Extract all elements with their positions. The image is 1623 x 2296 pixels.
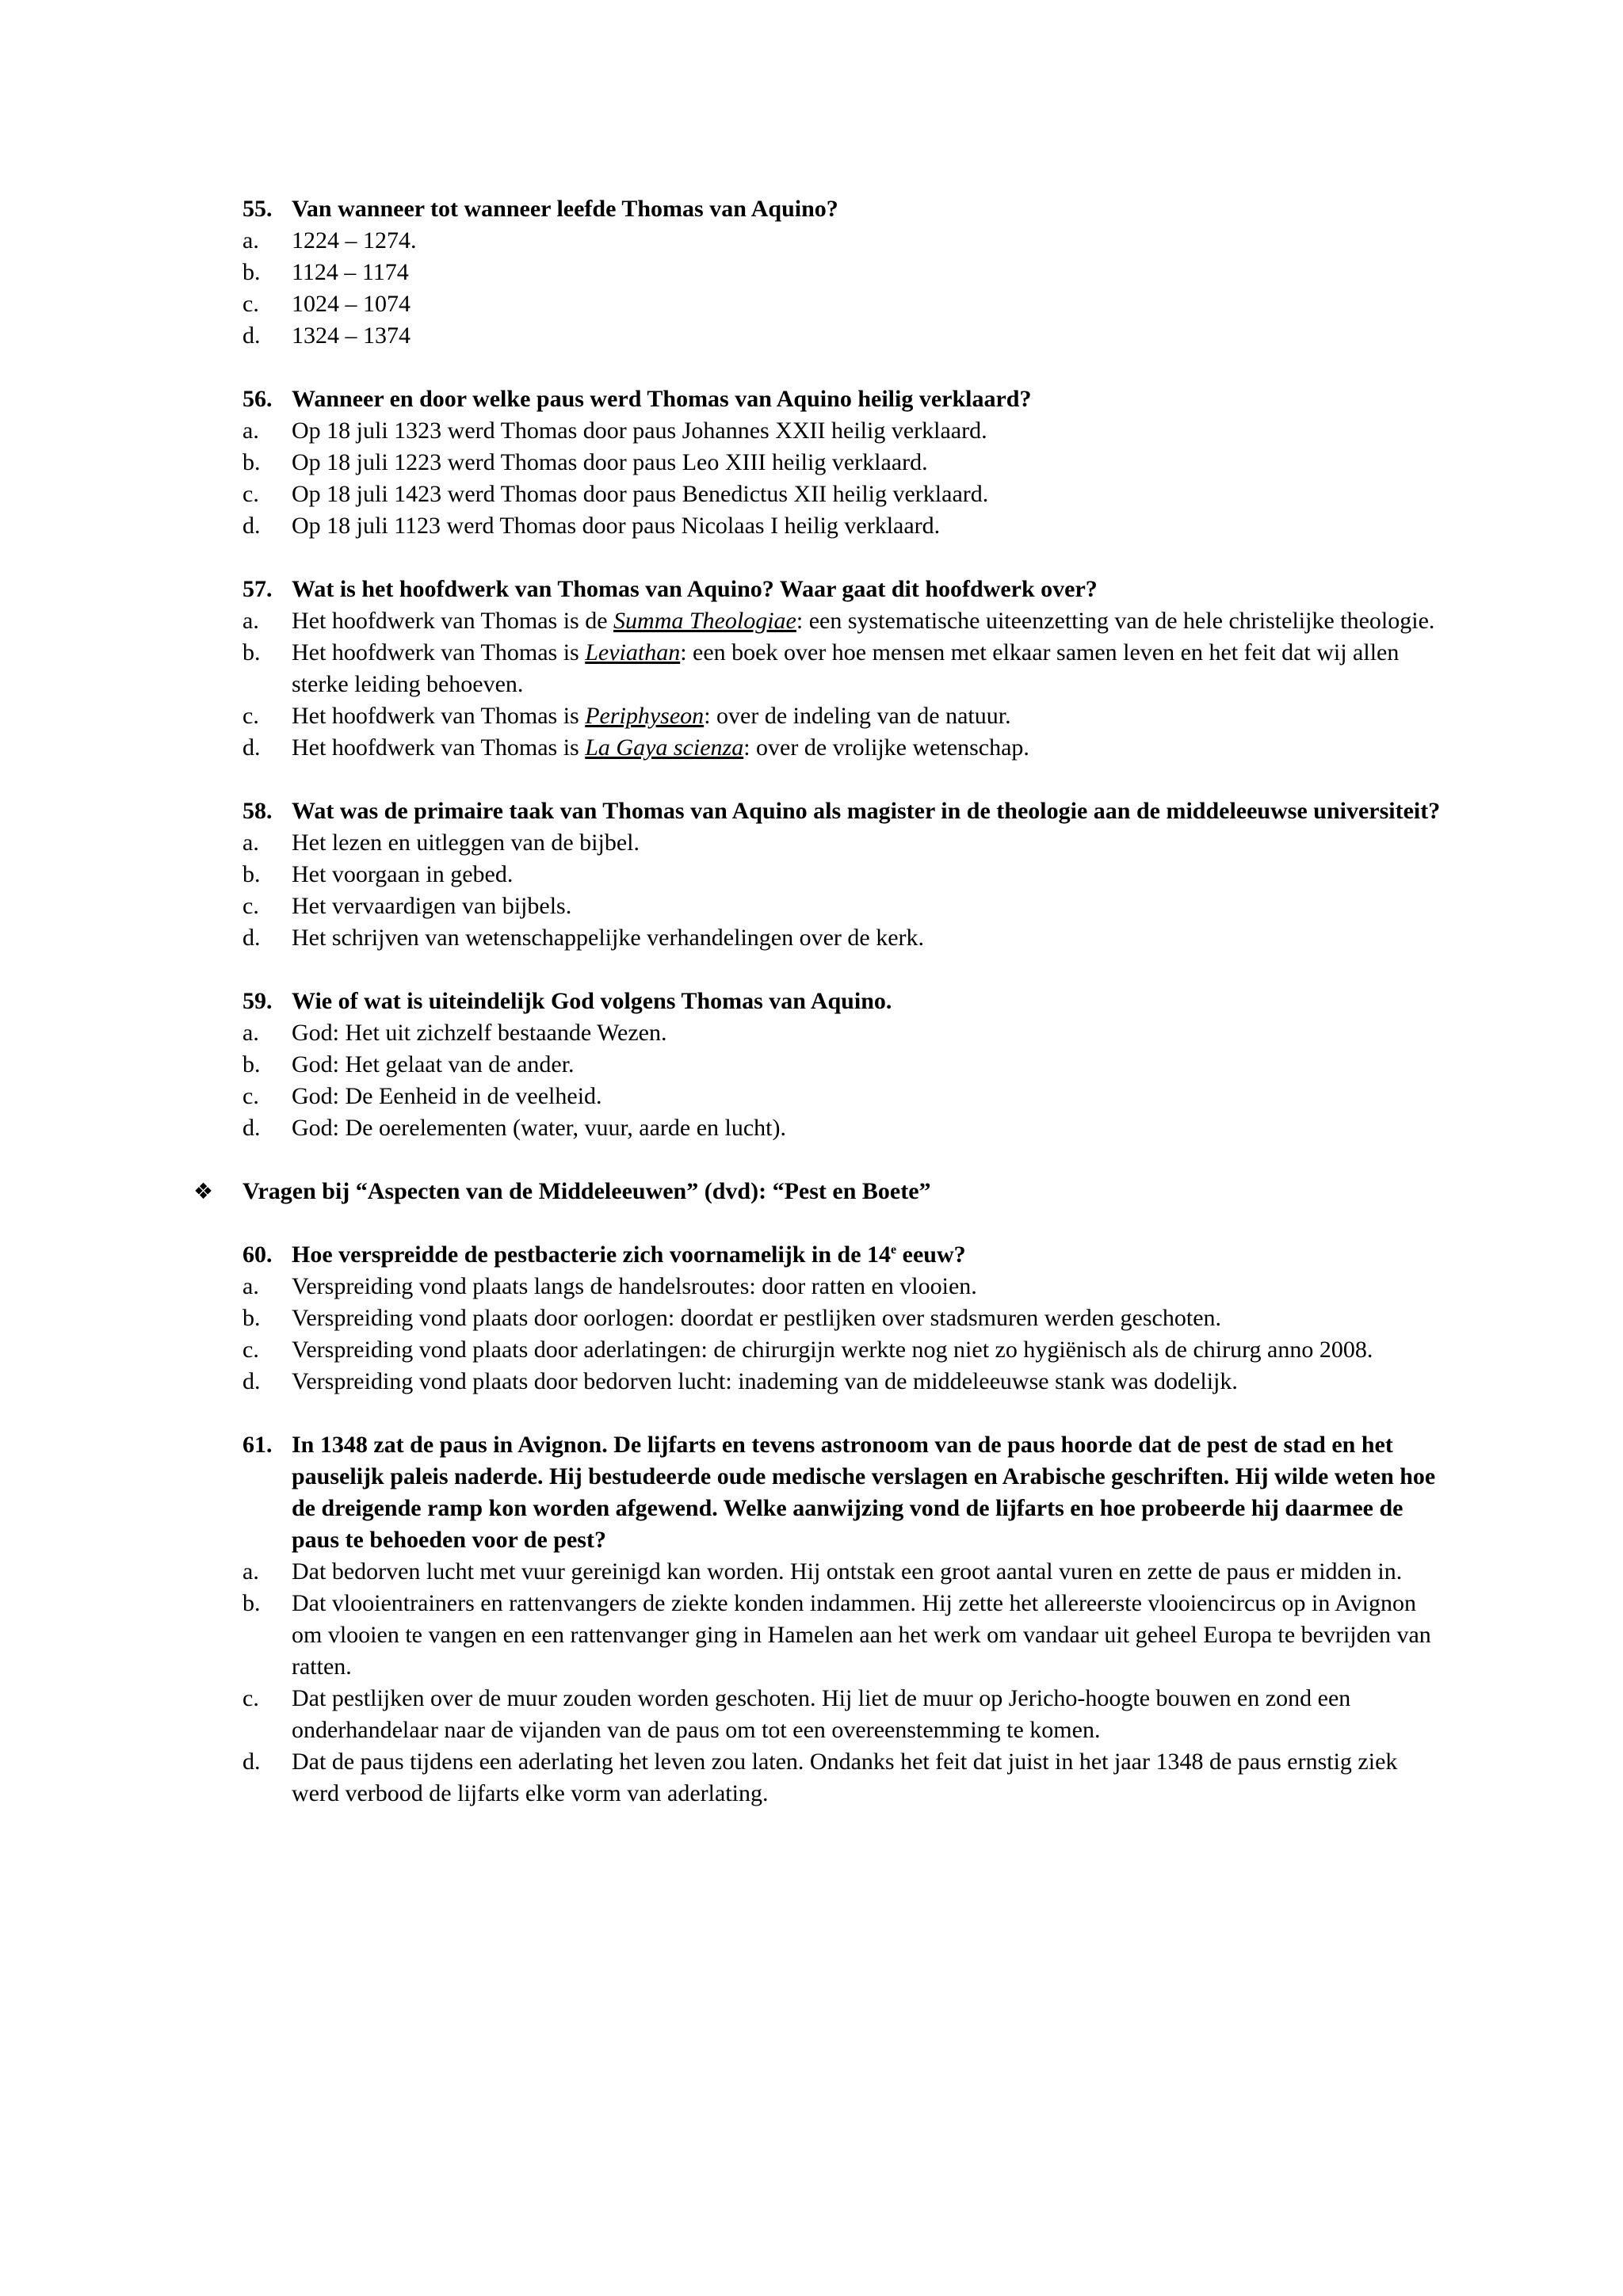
question-text: Van wanneer tot wanneer leefde Thomas van Aquino? bbox=[292, 196, 838, 222]
question-58 bbox=[242, 795, 1447, 954]
option-text: God: Het uit zichzelf bestaande Wezen. bbox=[292, 1020, 667, 1046]
question-number: 60. bbox=[242, 1241, 273, 1268]
question-number: 56. bbox=[242, 386, 273, 412]
option-letter: b. bbox=[242, 259, 261, 285]
option-text: Het hoofdwerk van Thomas is Periphyseon: over de indeling van de natuur. bbox=[292, 703, 1011, 729]
option-letter: d. bbox=[242, 322, 261, 349]
option-text: 1224 – 1274. bbox=[292, 227, 417, 254]
option-letter: d. bbox=[242, 925, 261, 951]
question-number: 61. bbox=[242, 1432, 273, 1458]
question-56 bbox=[242, 383, 1447, 542]
question-text: In 1348 zat de paus in Avignon. De lijfarts en tevens astronoom van de paus hoorde dat de pest de stad en het pauselijk paleis naderde. Hij bestudeerde oude medische verslagen en Arabische geschriften. Hij wilde weten hoe de dreigende ramp kon worden afgewend. Welke aanwijzing vond de lijfarts en hoe probeerde hij daarmee de paus te behoeden voor de pest? bbox=[292, 1432, 1436, 1553]
option-text: 1124 – 1174 bbox=[292, 259, 409, 285]
option-text: God: De Eenheid in de veelheid. bbox=[292, 1083, 602, 1109]
question-59 bbox=[242, 986, 1447, 1144]
option-text: God: De oerelementen (water, vuur, aarde en lucht). bbox=[292, 1115, 786, 1141]
option-d bbox=[242, 1366, 1447, 1398]
option-c bbox=[242, 288, 1447, 320]
option-c bbox=[242, 1683, 1447, 1746]
question-text: Wat was de primaire taak van Thomas van Aquino als magister in de theologie aan de middeleeuwse universiteit? bbox=[292, 798, 1441, 824]
option-a bbox=[242, 225, 1447, 257]
work-title: Leviathan bbox=[585, 639, 681, 666]
question-number: 57. bbox=[242, 576, 273, 602]
option-letter: a. bbox=[242, 1020, 259, 1046]
option-text: Op 18 juli 1223 werd Thomas door paus Leo XIII heilig verklaard. bbox=[292, 449, 928, 475]
option-b bbox=[242, 257, 1447, 288]
option-text: Het lezen en uitleggen van de bijbel. bbox=[292, 830, 640, 856]
option-letter: a. bbox=[242, 418, 259, 444]
option-letter: c. bbox=[242, 893, 259, 919]
option-d bbox=[242, 510, 1447, 542]
section-heading bbox=[193, 1176, 1447, 1207]
option-a bbox=[242, 1271, 1447, 1302]
option-letter: c. bbox=[242, 1083, 259, 1109]
option-text: Verspreiding vond plaats door aderlatingen: de chirurgijn werkte nog niet zo hygiënisch als de chirurg anno 2008. bbox=[292, 1337, 1373, 1363]
option-text: God: Het gelaat van de ander. bbox=[292, 1051, 575, 1077]
option-b bbox=[242, 859, 1447, 891]
option-text: Het schrijven van wetenschappelijke verhandelingen over de kerk. bbox=[292, 925, 925, 951]
option-a bbox=[242, 605, 1447, 637]
option-text: Dat de paus tijdens een aderlating het leven zou laten. Ondanks het feit dat juist in het jaar 1348 de paus ernstig ziek werd verbood de lijfarts elke vorm van aderlating. bbox=[292, 1749, 1398, 1806]
option-letter: b. bbox=[242, 1051, 261, 1077]
option-letter: d. bbox=[242, 1749, 261, 1775]
option-c bbox=[242, 700, 1447, 732]
option-letter: b. bbox=[242, 1590, 261, 1616]
work-title: La Gaya scienza bbox=[585, 734, 744, 761]
option-letter: c. bbox=[242, 291, 259, 317]
option-letter: b. bbox=[242, 449, 261, 475]
question-number: 58. bbox=[242, 798, 273, 824]
option-text: Op 18 juli 1323 werd Thomas door paus Johannes XXII heilig verklaard. bbox=[292, 418, 987, 444]
option-letter: a. bbox=[242, 1273, 259, 1299]
option-c bbox=[242, 1081, 1447, 1112]
option-b bbox=[242, 1302, 1447, 1334]
option-text: Het voorgaan in gebed. bbox=[292, 861, 514, 887]
option-text: 1324 – 1374 bbox=[292, 322, 411, 349]
question-text: Wanneer en door welke paus werd Thomas van Aquino heilig verklaard? bbox=[292, 386, 1032, 412]
option-text: Het hoofdwerk van Thomas is de Summa Theologiae: een systematische uiteenzetting van de hele christelijke theologie. bbox=[292, 608, 1435, 634]
question-text: Wie of wat is uiteindelijk God volgens Thomas van Aquino. bbox=[292, 988, 892, 1014]
option-letter: d. bbox=[242, 513, 261, 539]
option-c bbox=[242, 891, 1447, 922]
option-letter: a. bbox=[242, 608, 259, 634]
option-letter: a. bbox=[242, 830, 259, 856]
option-text: Het vervaardigen van bijbels. bbox=[292, 893, 572, 919]
question-57 bbox=[242, 574, 1447, 764]
option-letter: b. bbox=[242, 639, 261, 666]
option-letter: a. bbox=[242, 1558, 259, 1585]
option-d bbox=[242, 1112, 1447, 1144]
option-letter: c. bbox=[242, 703, 259, 729]
option-text: Verspreiding vond plaats langs de handelsroutes: door ratten en vlooien. bbox=[292, 1273, 977, 1299]
option-text: Op 18 juli 1123 werd Thomas door paus Nicolaas I heilig verklaard. bbox=[292, 513, 941, 539]
option-letter: d. bbox=[242, 1115, 261, 1141]
question-55 bbox=[242, 193, 1447, 352]
option-b bbox=[242, 637, 1447, 700]
option-b bbox=[242, 1049, 1447, 1081]
option-a bbox=[242, 1556, 1447, 1588]
question-60 bbox=[242, 1239, 1447, 1398]
option-text: Verspreiding vond plaats door oorlogen: doordat er pestlijken over stadsmuren werden geschoten. bbox=[292, 1305, 1222, 1331]
option-text: Dat bedorven lucht met vuur gereinigd kan worden. Hij ontstak een groot aantal vuren en zette de paus er midden in. bbox=[292, 1558, 1403, 1585]
option-d bbox=[242, 320, 1447, 352]
option-a bbox=[242, 415, 1447, 447]
question-text: Wat is het hoofdwerk van Thomas van Aquino? Waar gaat dit hoofdwerk over? bbox=[292, 576, 1098, 602]
section-title: Vragen bij “Aspecten van de Middeleeuwen” (dvd): “Pest en Boete” bbox=[242, 1178, 931, 1204]
option-letter: b. bbox=[242, 1305, 261, 1331]
question-61 bbox=[242, 1429, 1447, 1810]
work-title: Periphyseon bbox=[585, 703, 705, 729]
option-letter: c. bbox=[242, 1337, 259, 1363]
question-number: 55. bbox=[242, 196, 273, 222]
quiz-content bbox=[193, 193, 1447, 1841]
option-text: Dat pestlijken over de muur zouden worden geschoten. Hij liet de muur op Jericho-hoogte bouwen en zond een onderhandelaar naar de vijanden van de paus om tot een overeenstemming te komen. bbox=[292, 1685, 1351, 1743]
option-text: Dat vlooientrainers en rattenvangers de ziekte konden indammen. Hij zette het allereerste vlooiencircus op in Avignon om vlooien te vangen en een rattenvanger ging in Hamelen aan het werk om vandaar uit geheel Europa te bevrijden van ratten. bbox=[292, 1590, 1431, 1680]
option-d bbox=[242, 732, 1447, 764]
option-d bbox=[242, 1746, 1447, 1810]
option-a bbox=[242, 1017, 1447, 1049]
option-text: Verspreiding vond plaats door bedorven lucht: inademing van de middeleeuwse stank was dodelijk. bbox=[292, 1368, 1238, 1394]
option-text: 1024 – 1074 bbox=[292, 291, 411, 317]
option-c bbox=[242, 1334, 1447, 1366]
option-c bbox=[242, 479, 1447, 510]
option-d bbox=[242, 922, 1447, 954]
option-b bbox=[242, 1588, 1447, 1683]
question-number: 59. bbox=[242, 988, 273, 1014]
option-a bbox=[242, 827, 1447, 859]
work-title: Summa Theologiae bbox=[613, 608, 796, 634]
option-letter: c. bbox=[242, 1685, 259, 1711]
option-letter: d. bbox=[242, 734, 261, 761]
diamond-bullet-icon: ❖ bbox=[193, 1178, 214, 1204]
question-text: Hoe verspreidde de pestbacterie zich voornamelijk in de 14e eeuw? bbox=[292, 1241, 966, 1268]
option-letter: d. bbox=[242, 1368, 261, 1394]
option-text: Op 18 juli 1423 werd Thomas door paus Benedictus XII heilig verklaard. bbox=[292, 481, 989, 507]
option-letter: c. bbox=[242, 481, 259, 507]
option-letter: a. bbox=[242, 227, 259, 254]
option-letter: b. bbox=[242, 861, 261, 887]
option-text: Het hoofdwerk van Thomas is La Gaya scienza: over de vrolijke wetenschap. bbox=[292, 734, 1029, 761]
option-b bbox=[242, 447, 1447, 479]
option-text: Het hoofdwerk van Thomas is Leviathan: een boek over hoe mensen met elkaar samen leven en het feit dat wij allen sterke leiding behoeven. bbox=[292, 639, 1400, 697]
